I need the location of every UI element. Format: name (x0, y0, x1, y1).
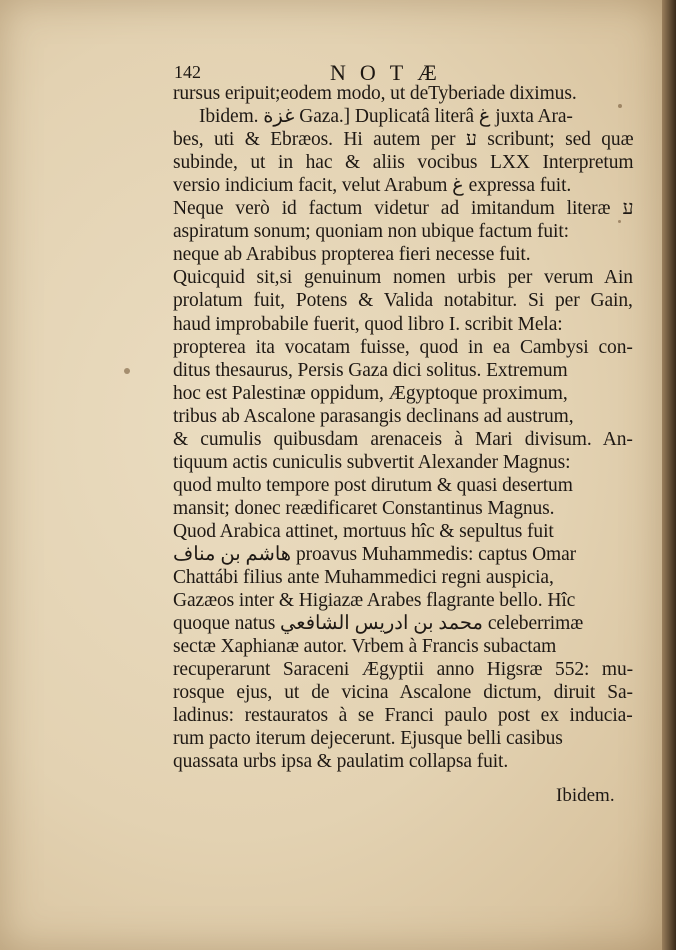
text-line: rursus eripuit;eodem modo, ut deTyberiade diximus. (173, 83, 577, 104)
text-line: propterea ita vocatam fuisse, quod in ea Cambysi con- (173, 336, 633, 358)
text-line: tiquum actis cuniculis subvertit Alexander Magnus: (173, 451, 571, 473)
text-line: quassata urbs ipsa & paulatim collapsa fuit. (173, 751, 509, 773)
text-line: hoc est Palestinæ oppidum, Ægyptoque proximum, (173, 382, 568, 404)
text-line: tribus ab Ascalone parasangis declinans ad austrum, (173, 405, 574, 427)
ink-spot (618, 104, 622, 108)
text-line: Quod Arabica attinet, mortuus hîc & sepultus fuit (173, 520, 554, 542)
text-line: Neque verò id factum videtur ad imitandum literæ ע (173, 198, 634, 220)
text-line: neque ab Arabibus propterea fieri necesse fuit. (173, 244, 531, 266)
text-line: rum pacto iterum dejecerunt. Ejusque belli casibus (173, 728, 563, 750)
text-line: mansit; donec reædificaret Constantinus Magnus. (173, 497, 555, 519)
catchword: Ibidem. (556, 785, 615, 806)
text-line: recuperarunt Saraceni Ægyptii anno Higsræ 552: mu- (173, 659, 634, 681)
text-line: ditus thesaurus, Persis Gaza dici solitus. Extremum (173, 359, 568, 381)
page-gutter (662, 0, 676, 950)
ink-spot (124, 368, 130, 374)
text-line: haud improbabile fuerit, quod libro I. scribit Mela: (173, 313, 563, 335)
text-line: versio indicium facit, velut Arabum غ expressa fuit. (173, 175, 572, 197)
text-line: ladinus: restauratos à se Franci paulo post ex inducia- (173, 705, 633, 727)
text-line: Quicquid sit,si genuinum nomen urbis per verum Ain (173, 267, 633, 289)
page-number: 142 (174, 62, 201, 82)
text-line: prolatum fuit, Potens & Valida notabitur. Si per Gain, (173, 290, 633, 312)
text-line: Chattábi filius ante Muhammedici regni auspicia, (173, 567, 554, 589)
text-line: subinde, ut in hac & aliis vocibus LXX Interpretum (173, 152, 634, 174)
text-line: & cumulis quibusdam arenaceis à Mari divisum. An- (173, 428, 633, 450)
running-head: NOTÆ (330, 60, 451, 85)
text-line: Gazæos inter & Higiazæ Arabes flagrante bello. Hîc (173, 590, 576, 612)
text-line: rosque ejus, ut de vicina Ascalone dictum, diruit Sa- (173, 682, 633, 704)
text-line: bes, uti & Ebræos. Hi autem per ע scribunt; sed quæ (173, 129, 634, 151)
text-line: aspiratum sonum; quoniam non ubique factum fuit: (173, 221, 569, 243)
text-line: sectæ Xaphianæ autor. Vrbem à Francis subactam (173, 636, 557, 658)
text-line: quoque natus محمد بن ادريس الشافعي celeberrimæ (173, 613, 584, 635)
text-line: هاشم بن مناف proavus Muhammedis: captus Omar (173, 544, 577, 565)
text-line: Ibidem. غزة Gaza.] Duplicatâ literâ غ juxta Ara- (199, 106, 573, 128)
text-line: quod multo tempore post dirutum & quasi desertum (173, 474, 573, 496)
